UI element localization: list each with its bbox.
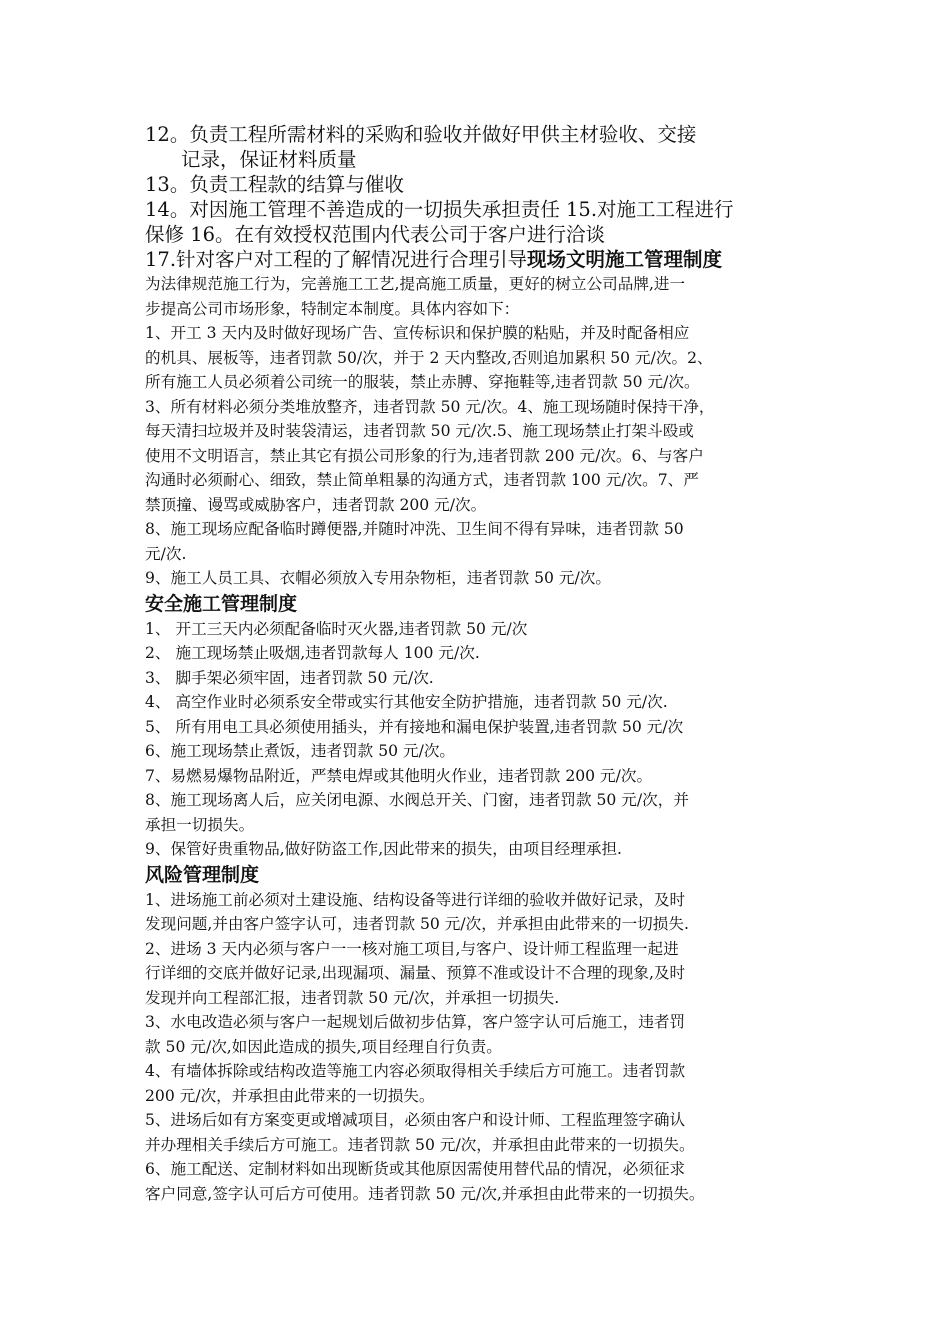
text-line: 记录，保证材料质量 <box>181 148 357 171</box>
section-civilized-construction <box>145 272 815 591</box>
paragraph-line: 为法律规范施工行为，完善施工工艺,提高施工质量，更好的树立公司品牌,进一 <box>145 275 686 293</box>
text-line: 保修 16。在有效授权范围内代表公司于客户进行洽谈 <box>145 223 606 246</box>
list-item: 9、保管好贵重物品,做好防盗工作,因此带来的损失，由项目经理承担. <box>145 840 623 858</box>
text-line: 14。对因施工管理不善造成的一切损失承担责任 15.对施工工程进行 <box>145 198 734 221</box>
list-item: 并办理相关手续后方可施工。违者罚款 50 元/次，并承担由此带来的一切损失。 <box>145 1135 695 1154</box>
paragraph-line: 元/次. <box>145 544 187 563</box>
list-item: 8、施工现场离人后，应关闭电源、水阀总开关、门窗，违者罚款 50 元/次，并 <box>145 791 689 809</box>
paragraph-line: 步提高公司市场形象，特制定本制度。具体内容如下： <box>145 299 520 318</box>
document-page <box>145 122 815 1206</box>
list-item: 3、 脚手架必须牢固，违者罚款 50 元/次. <box>145 668 434 687</box>
list-item: 1、 开工三天内必须配备临时灭火器,违者罚款 50 元/次 <box>145 619 528 638</box>
section-title-civilized-construction: 现场文明施工管理制度 <box>527 248 723 271</box>
paragraph-line: 3、所有材料必须分类堆放整齐，违者罚款 50 元/次。4、施工现场随时保持干净， <box>145 397 715 416</box>
paragraph-line: 禁顶撞、谩骂或威胁客户，违者罚款 200 元/次。 <box>145 495 487 514</box>
list-item: 发现问题,并由客户签字认可，违者罚款 50 元/次，并承担由此带来的一切损失. <box>145 915 689 933</box>
list-item: 200 元/次，并承担由此带来的一切损失。 <box>145 1086 435 1105</box>
list-item: 1、进场施工前必须对土建设施、结构设备等进行详细的验收并做好记录，及时 <box>145 890 686 909</box>
list-item: 款 50 元/次,如因此造成的损失,项目经理自行负责。 <box>145 1037 502 1056</box>
paragraph-line: 9、施工人员工具、衣帽必须放入专用杂物柜，违者罚款 50 元/次。 <box>145 569 611 587</box>
text-line-17 <box>145 247 815 272</box>
section-title-risk: 风险管理制度 <box>145 863 260 886</box>
list-item: 6、施工现场禁止煮饭，违者罚款 50 元/次。 <box>145 742 456 760</box>
section-risk <box>145 888 815 1207</box>
list-item: 4、有墙体拆除或结构改造等施工内容必须取得相关手续后方可施工。违者罚款 <box>145 1062 686 1080</box>
paragraph-line: 所有施工人员必须着公司统一的服装，禁止赤膊、穿拖鞋等,违者罚款 50 元/次。 <box>145 373 700 391</box>
list-item: 5、进场后如有方案变更或增减项目，必须由客户和设计师、工程监理签字确认 <box>145 1111 686 1129</box>
list-item: 2、进场 3 天内必须与客户一一核对施工项目,与客户、设计师工程监理一起进 <box>145 939 679 958</box>
paragraph-line: 每天清扫垃圾并及时装袋清运，违者罚款 50 元/次.5、施工现场禁止打架斗殴或 <box>145 422 694 440</box>
line-17-text: 17.针对客户对工程的了解情况进行合理引导 <box>145 248 528 271</box>
paragraph-line: 使用不文明语言，禁止其它有损公司形象的行为,违者罚款 200 元/次。6、与客户 <box>145 446 704 465</box>
paragraph-line: 8、施工现场应配备临时蹲便器,并随时冲洗、卫生间不得有异味，违者罚款 50 <box>145 520 684 538</box>
list-item: 6、施工配送、定制材料如出现断货或其他原因需使用替代品的情况，必须征求 <box>145 1160 686 1178</box>
paragraph-line: 1、开工 3 天内及时做好现场广告、宣传标识和保护膜的粘贴，并及时配备相应 <box>145 324 690 342</box>
list-item: 行详细的交底并做好记录,出现漏项、漏量、预算不准或设计不合理的现象,及时 <box>145 964 686 982</box>
list-item: 7、易燃易爆物品附近，严禁电焊或其他明火作业，违者罚款 200 元/次。 <box>145 766 653 785</box>
list-item: 2、 施工现场禁止吸烟,违者罚款每人 100 元/次. <box>145 644 480 662</box>
section-title-safety: 安全施工管理制度 <box>145 592 298 615</box>
list-item: 3、水电改造必须与客户一起规划后做初步估算，客户签字认可后施工，违者罚 <box>145 1013 686 1031</box>
list-item: 承担一切损失。 <box>145 815 255 834</box>
paragraph-line: 的机具、展板等，违者罚款 50/次，并于 2 天内整改,否则追加累积 50 元/次。2、 <box>145 348 713 367</box>
list-item: 5、 所有用电工具必须使用插头，并有接地和漏电保护装置,违者罚款 50 元/次 <box>145 717 684 736</box>
list-item: 4、 高空作业时必须系安全带或实行其他安全防护措施，违者罚款 50 元/次. <box>145 693 668 711</box>
list-item: 发现并向工程部汇报，违者罚款 50 元/次，并承担一切损失. <box>145 988 560 1007</box>
text-line: 12。负责工程所需材料的采购和验收并做好甲供主材验收、交接 <box>145 123 697 146</box>
paragraph-line: 沟通时必须耐心、细致，禁止简单粗暴的沟通方式，违者罚款 100 元/次。7、严 <box>145 471 699 489</box>
section-safety <box>145 617 815 862</box>
text-line: 13。负责工程款的结算与催收 <box>145 173 404 196</box>
list-item: 客户同意,签字认可后方可使用。违者罚款 50 元/次,并承担由此带来的一切损失。 <box>145 1184 705 1203</box>
